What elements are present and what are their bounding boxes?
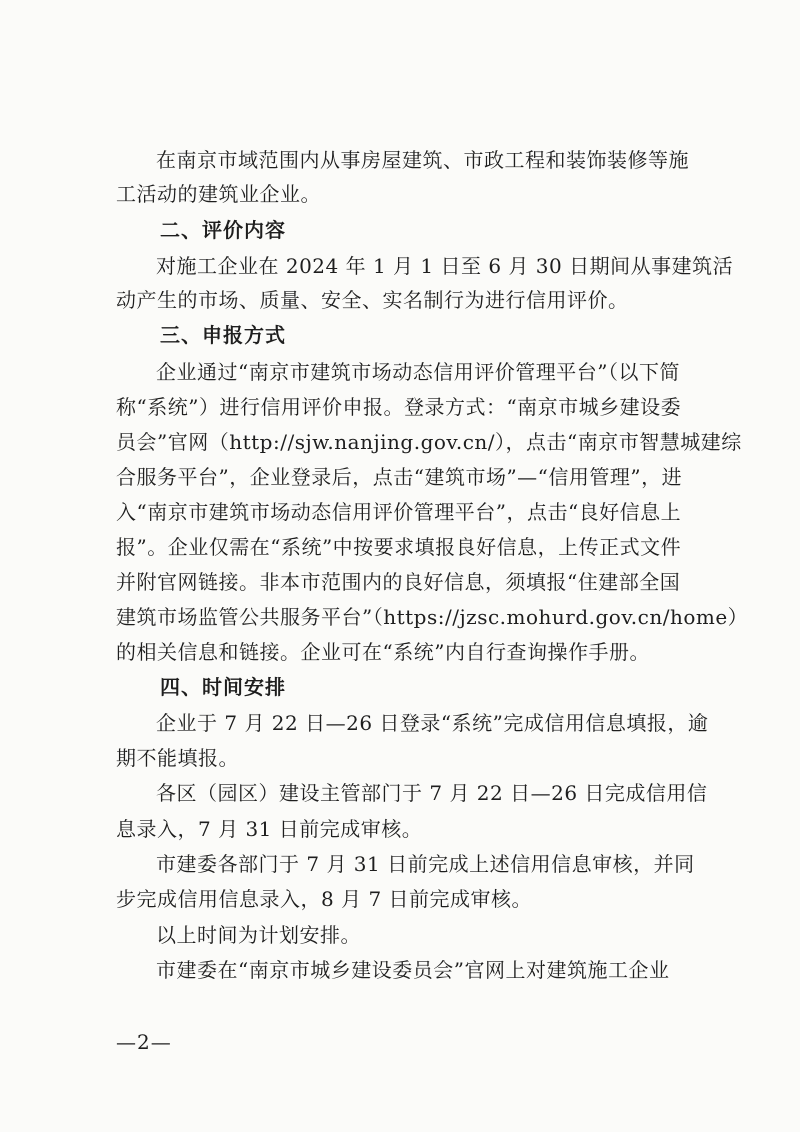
paragraph-line: 企业于 7 月 22 日—26 日登录“系统”完成信用信息填报，逾 (156, 711, 709, 735)
paragraph-line: 步完成信用信息录入，8 月 7 日前完成审核。 (116, 887, 533, 911)
paragraph-line: 工活动的建筑业企业。 (116, 182, 321, 206)
page-number: —2— (116, 1030, 172, 1054)
paragraph-line: 对施工企业在 2024 年 1 月 1 日至 6 月 30 日期间从事建筑活 (156, 254, 734, 278)
paragraph-line: 在南京市域范围内从事房屋建筑、市政工程和装饰装修等施 (156, 148, 689, 172)
paragraph-line: 期不能填报。 (116, 746, 239, 770)
paragraph-line: 息录入，7 月 31 日前完成审核。 (116, 817, 423, 841)
paragraph-line: 员会”官网（http://sjw.nanjing.gov.cn/），点击“南京市智慧城建综 (116, 430, 742, 454)
paragraph-line: 动产生的市场、质量、安全、实名制行为进行信用评价。 (116, 288, 629, 312)
section-heading-reporting-method: 三、申报方式 (160, 323, 286, 347)
paragraph-line: 企业通过“南京市建筑市场动态信用评价管理平台”（以下简 (156, 360, 680, 384)
paragraph-line: 合服务平台”，企业登录后，点击“建筑市场”—“信用管理”，进 (116, 465, 683, 489)
paragraph-line: 各区（园区）建设主管部门于 7 月 22 日—26 日完成信用信 (156, 781, 708, 805)
paragraph-line: 称“系统”）进行信用评价申报。登录方式：“南京市城乡建设委 (116, 395, 682, 419)
paragraph-line: 的相关信息和链接。企业可在“系统”内自行查询操作手册。 (116, 640, 650, 664)
paragraph-line: 建筑市场监管公共服务平台”（https://jzsc.mohurd.gov.cn/home） (116, 605, 749, 629)
paragraph-line: 市建委在“南京市城乡建设委员会”官网上对建筑施工企业 (156, 958, 670, 982)
paragraph-line: 报”。企业仅需在“系统”中按要求填报良好信息，上传正式文件 (116, 535, 682, 559)
section-heading-schedule: 四、时间安排 (160, 675, 286, 699)
section-heading-evaluation-content: 二、评价内容 (160, 218, 286, 242)
paragraph-line: 入“南京市建筑市场动态信用评价管理平台”，点击“良好信息上 (116, 500, 682, 524)
paragraph-line: 市建委各部门于 7 月 31 日前完成上述信用信息审核，并同 (156, 852, 695, 876)
paragraph-line: 以上时间为计划安排。 (156, 923, 361, 947)
paragraph-line: 并附官网链接。非本市范围内的良好信息，须填报“住建部全国 (116, 570, 681, 594)
